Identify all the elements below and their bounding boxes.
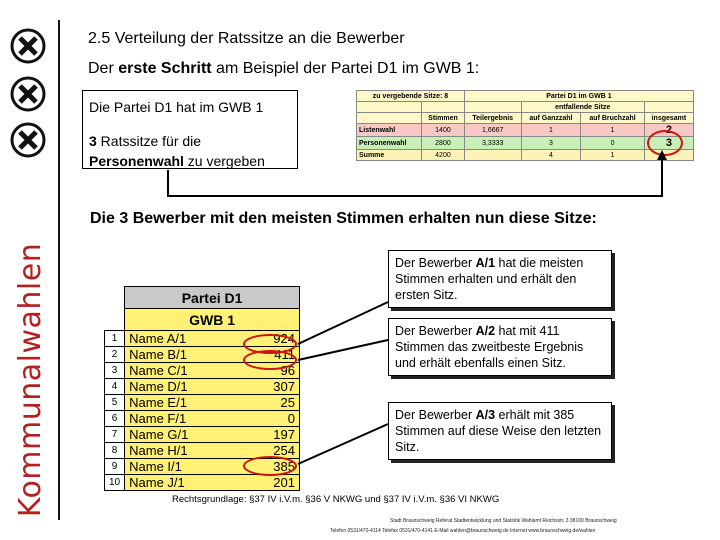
brand-title: Kommunalwahlen bbox=[13, 242, 48, 518]
seats-label: zu vergebende Sitze: 8 bbox=[357, 91, 465, 102]
table-row: Personenwahl 2800 3,3333 3 0 3 bbox=[357, 137, 694, 150]
column-header: Teilergebnis bbox=[464, 113, 521, 124]
callout-a3: Der Bewerber A/3 erhält mit 385 Stimmen auf diese Weise den letzten Sitz. bbox=[388, 402, 612, 460]
info-line-2: 3 Ratssitze für die bbox=[89, 133, 202, 149]
section-statement: Die 3 Bewerber mit den meisten Stimmen erhalten nun diese Sitze: bbox=[90, 210, 597, 227]
column-header: insgesamt bbox=[644, 113, 693, 124]
table-row: Summe 4200 4 1 bbox=[357, 150, 694, 161]
legal-basis: Rechtsgrundlage: §37 IV i.V.m. §36 V NKWG und §37 IV i.V.m. §36 VI NKWG bbox=[172, 494, 500, 505]
table-row: 9 Name I/1 385 bbox=[105, 459, 300, 475]
column-header: auf Bruchzahl bbox=[581, 113, 645, 124]
callout-a2: Der Bewerber A/2 hat mit 411 Stimmen das zweitbeste Ergebnis und erhält ebenfalls einen Sitz. bbox=[388, 318, 612, 376]
subheading: Der erste Schritt am Beispiel der Partei D1 im GWB 1: bbox=[88, 60, 480, 77]
info-line-3: Personenwahl zu vergeben bbox=[89, 153, 265, 169]
table-row: 8 Name H/1 254 bbox=[105, 443, 300, 459]
table-row: 10 Name J/1 201 bbox=[105, 475, 300, 491]
table-row: 2 Name B/1 411 bbox=[105, 347, 300, 363]
result-table-title: Partei D1 im GWB 1 bbox=[464, 91, 693, 102]
table-row: 7 Name G/1 197 bbox=[105, 427, 300, 443]
table-row: 5 Name E/1 25 bbox=[105, 395, 300, 411]
column-header: Stimmen bbox=[422, 113, 465, 124]
table-row: 3 Name C/1 96 bbox=[105, 363, 300, 379]
footer-line-2: Telefon 0531/470-4114 Telefax 0531/470-4141 E-Mail wahlen@braunschweig.de Internet www.braunschweig.de/wahlen bbox=[330, 528, 596, 534]
table-row: 4 Name D/1 307 bbox=[105, 379, 300, 395]
seats-sub-header: entfallende Sitze bbox=[521, 102, 644, 113]
table-row: 6 Name F/1 0 bbox=[105, 411, 300, 427]
column-header: auf Ganzzahl bbox=[521, 113, 581, 124]
page-title: 2.5 Verteilung der Ratssitze an die Bewerber bbox=[88, 30, 405, 47]
table-row: Listenwahl 1400 1,6667 1 1 2 bbox=[357, 124, 694, 137]
party-table-gwb: GWB 1 bbox=[125, 309, 300, 331]
info-line-1: Die Partei D1 hat im GWB 1 bbox=[89, 99, 264, 115]
table-row: 1 Name A/1 924 bbox=[105, 331, 300, 347]
party-table-title: Partei D1 bbox=[125, 287, 300, 309]
footer-line-1: Stadt Braunschweig Referat Stadtentwicklung und Statistik Wahlamt Reichsstr. 3 38100 Braunschweig bbox=[390, 518, 617, 524]
callout-a1: Der Bewerber A/1 hat die meisten Stimmen erhalten und erhält den ersten Sitz. bbox=[388, 250, 612, 308]
